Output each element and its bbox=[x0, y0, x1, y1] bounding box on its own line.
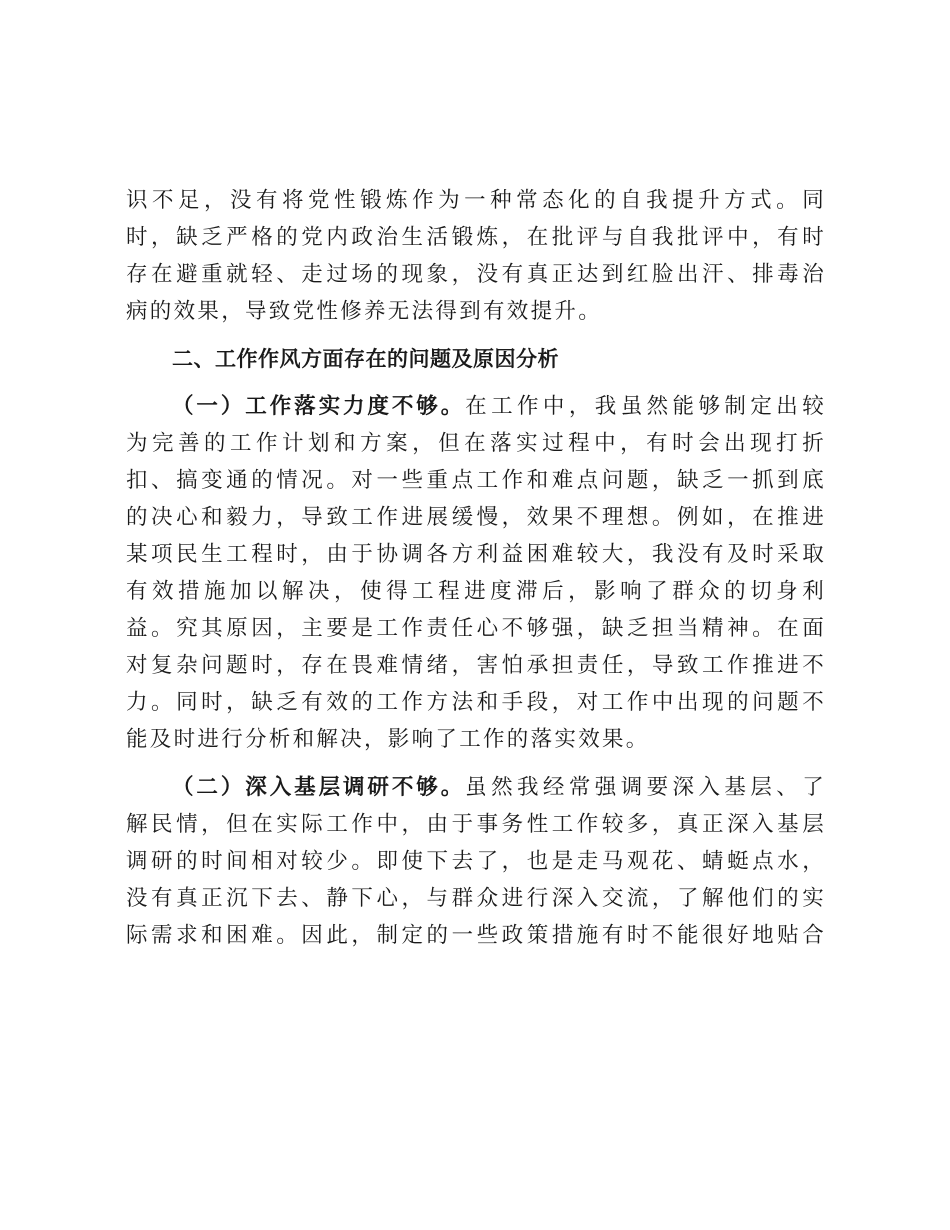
paragraph-grassroots-research bbox=[126, 773, 826, 950]
text-line: 调研的时间相对较少。即使下去了，也是走马观花、蜻蜓点水， bbox=[126, 849, 826, 874]
text-line: 解民情，但在实际工作中，由于事务性工作较多，真正深入基层 bbox=[126, 812, 826, 837]
paragraph-spacer bbox=[126, 762, 826, 773]
text-line: 有效措施加以解决，使得工程进度滞后，影响了群众的切身利 bbox=[126, 579, 826, 604]
text-run: 虽然我经常强调要深入基层、了 bbox=[465, 775, 826, 800]
text-line bbox=[126, 773, 826, 802]
text-line: 识不足，没有将党性锻炼作为一种常态化的自我提升方式。同 bbox=[126, 188, 826, 213]
text-line: 际需求和困难。因此，制定的一些政策措施有时不能很好地贴合 bbox=[126, 923, 826, 948]
text-run: 在工作中，我虽然能够制定出较 bbox=[465, 394, 826, 419]
text-line: 扣、搞变通的情况。对一些重点工作和难点问题，缺乏一抓到底 bbox=[126, 468, 826, 493]
text-line: 的决心和毅力，导致工作进展缓慢，效果不理想。例如，在推进 bbox=[126, 505, 826, 530]
paragraph-party-spirit bbox=[126, 186, 826, 326]
text-line: 时，缺乏严格的党内政治生活锻炼，在批评与自我批评中，有时 bbox=[126, 225, 826, 250]
text-line: 病的效果，导致党性修养无法得到有效提升。 bbox=[126, 299, 603, 324]
text-line bbox=[126, 392, 826, 421]
text-line: 对复杂问题时，存在畏难情绪，害怕承担责任，导致工作推进不 bbox=[126, 653, 826, 678]
text-line: 没有真正沉下去、静下心，与群众进行深入交流，了解他们的实 bbox=[126, 886, 826, 911]
section-heading: 二、工作作风方面存在的问题及原因分析 bbox=[172, 347, 559, 371]
document-page bbox=[126, 186, 826, 958]
subsection-label: （二）深入基层调研不够。 bbox=[172, 775, 466, 800]
text-line: 力。同时，缺乏有效的工作方法和手段，对工作中出现的问题不 bbox=[126, 690, 826, 715]
text-line: 存在避重就轻、走过场的现象，没有真正达到红脸出汗、排毒治 bbox=[126, 262, 826, 287]
text-line: 能及时进行分析和解决，影响了工作的落实效果。 bbox=[126, 727, 650, 752]
text-line: 益。究其原因，主要是工作责任心不够强，缺乏担当精神。在面 bbox=[126, 616, 826, 641]
subsection-label: （一）工作落实力度不够。 bbox=[172, 394, 466, 419]
text-line: 为完善的工作计划和方案，但在落实过程中，有时会出现打折 bbox=[126, 431, 826, 456]
text-line: 某项民生工程时，由于协调各方利益困难较大，我没有及时采取 bbox=[126, 542, 826, 567]
paragraph-work-implementation bbox=[126, 392, 826, 754]
